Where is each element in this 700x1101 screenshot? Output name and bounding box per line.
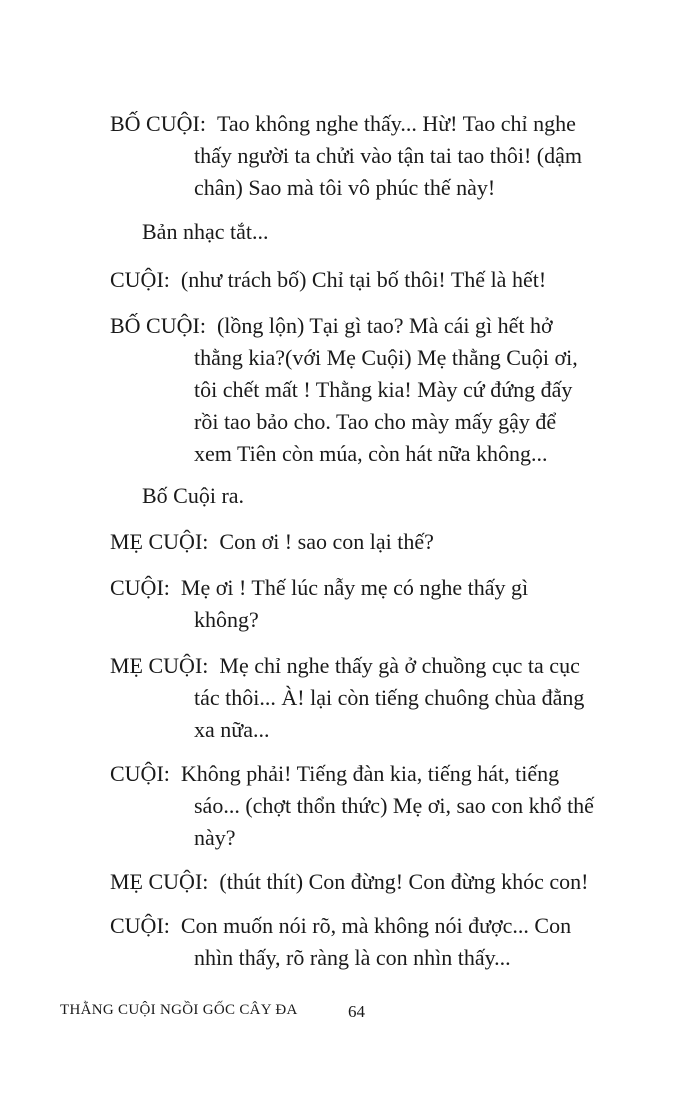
dialogue-entry (110, 572, 528, 636)
dialogue-line: chân) Sao mà tôi vô phúc thế này! (194, 175, 496, 200)
dialogue-entry (110, 866, 588, 898)
dialogue-entry (110, 108, 582, 204)
dialogue-entry (110, 758, 594, 854)
dialogue-line: (thút thít) Con đừng! Con đừng khóc con! (219, 869, 589, 894)
dialogue-line: rồi tao bảo cho. Tao cho mày mấy gậy để (194, 409, 557, 434)
dialogue-line: xa nữa... (194, 717, 270, 742)
speaker-name: CUỘI: (110, 267, 170, 292)
speaker-name: MẸ CUỘI: (110, 869, 209, 894)
page-number: 64 (348, 1002, 365, 1021)
dialogue-line: thằng kia?(với Mẹ Cuội) Mẹ thằng Cuội ơi, (194, 345, 578, 370)
dialogue-line: (như trách bố) Chỉ tại bố thôi! Thế là hết! (180, 267, 547, 292)
dialogue-line: xem Tiên còn múa, còn hát nữa không... (194, 441, 548, 466)
dialogue-entry (110, 526, 434, 558)
dialogue-line: tôi chết mất ! Thằng kia! Mày cứ đứng đấy (194, 377, 573, 402)
dialogue-line: không? (194, 607, 259, 632)
speaker-name: MẸ CUỘI: (110, 653, 209, 678)
speaker-name: CUỘI: (110, 761, 170, 786)
dialogue-line: Tao không nghe thấy... Hừ! Tao chỉ nghe (216, 111, 576, 136)
speaker-name: MẸ CUỘI: (110, 529, 209, 554)
dialogue-line: Mẹ chỉ nghe thấy gà ở chuồng cục ta cục (219, 653, 580, 678)
dialogue-line: này? (194, 825, 236, 850)
dialogue-line: Mẹ ơi ! Thế lúc nẫy mẹ có nghe thấy gì (180, 575, 529, 600)
dialogue-entry (110, 310, 578, 470)
speaker-name: CUỘI: (110, 575, 170, 600)
running-footer-title: THẰNG CUỘI NGỒI GỐC CÂY ĐA (60, 1002, 298, 1018)
dialogue-line: thấy người ta chửi vào tận tai tao thôi! (dậm (194, 143, 582, 168)
dialogue-line: Con ơi ! sao con lại thế? (219, 529, 434, 554)
dialogue-line: sáo... (chợt thổn thức) Mẹ ơi, sao con khổ thế (194, 793, 594, 818)
dialogue-line: nhìn thấy, rõ ràng là con nhìn thấy... (194, 945, 511, 970)
dialogue-line: (lồng lộn) Tại gì tao? Mà cái gì hết hở (216, 313, 553, 338)
stage-direction: Bản nhạc tắt... (142, 219, 269, 244)
speaker-name: BỐ CUỘI: (110, 111, 206, 136)
dialogue-line: Không phải! Tiếng đàn kia, tiếng hát, tiếng (180, 761, 560, 786)
dialogue-entry (110, 264, 546, 296)
dialogue-line: tác thôi... À! lại còn tiếng chuông chùa đằng (194, 685, 585, 710)
dialogue-line: Con muốn nói rõ, mà không nói được... Con (180, 913, 572, 938)
speaker-name: BỐ CUỘI: (110, 313, 206, 338)
speaker-name: CUỘI: (110, 913, 170, 938)
dialogue-entry (110, 910, 571, 974)
stage-direction: Bố Cuội ra. (142, 483, 245, 508)
dialogue-entry (110, 650, 584, 746)
